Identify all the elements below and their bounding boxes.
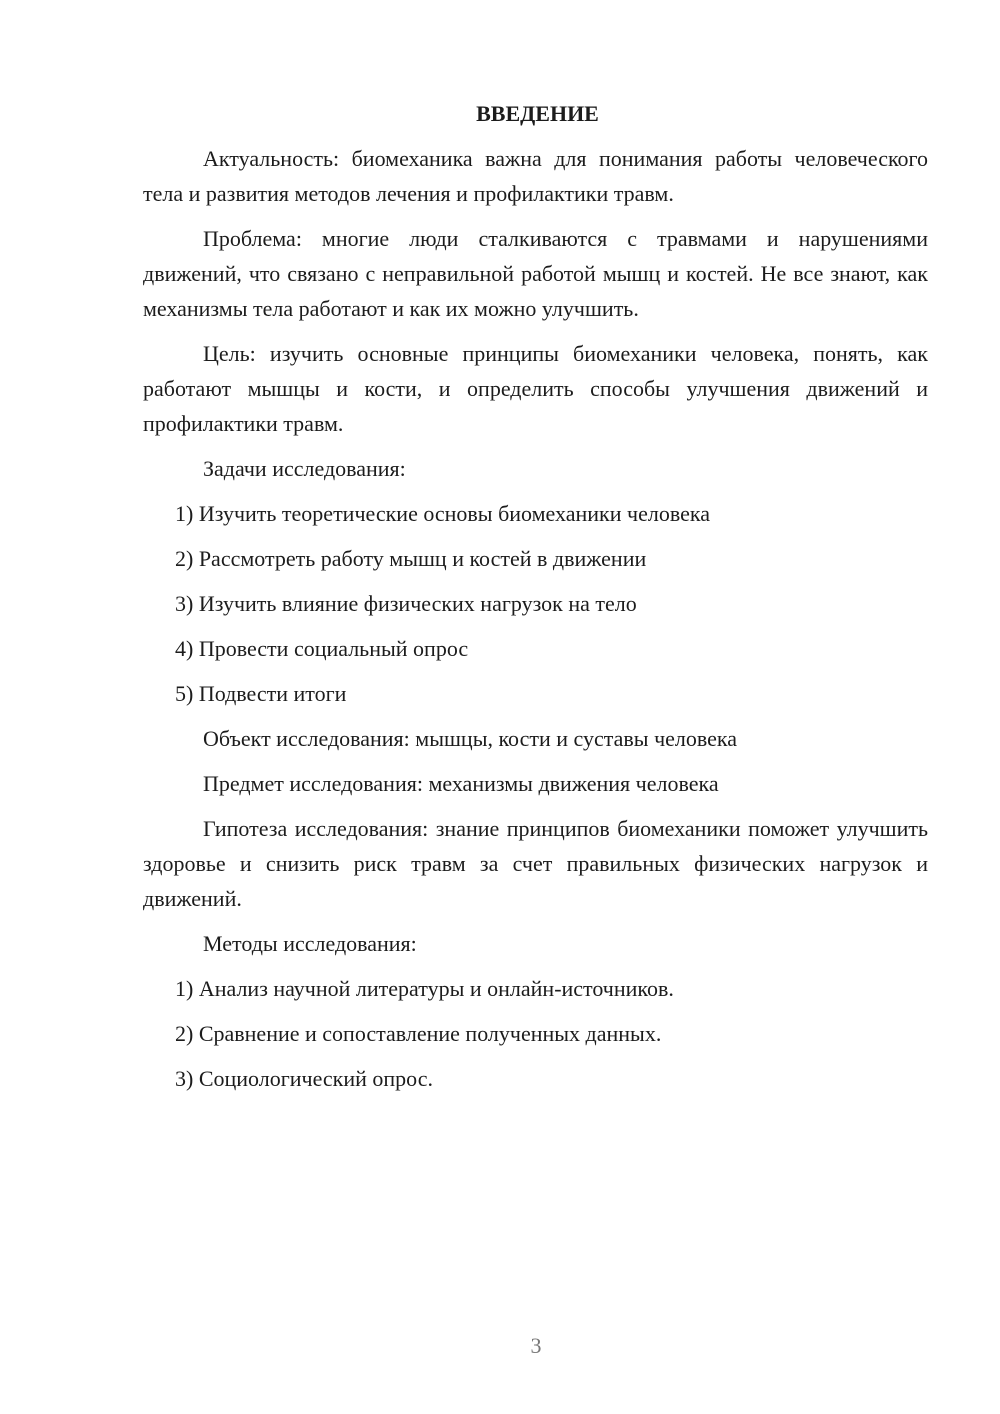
section-title: ВВЕДЕНИЕ <box>476 101 599 126</box>
methods-heading: Методы исследования: <box>203 931 417 956</box>
page-number: 3 <box>530 1333 542 1358</box>
subject-line: Предмет исследования: механизмы движения человека <box>203 771 719 796</box>
task-item: 2) Рассмотреть работу мышц и костей в движении <box>175 546 647 571</box>
task-item: 5) Подвести итоги <box>175 681 347 706</box>
task-item: 3) Изучить влияние физических нагрузок на тело <box>175 591 637 616</box>
problem-paragraph: Проблема: многие люди сталкиваются с травмами и нарушениями движений, что связано с неправильной работой мышц и костей. Не все знают, как механизмы тела работают и как их можно улучшить. <box>143 226 928 321</box>
method-item: 2) Сравнение и сопоставление полученных данных. <box>175 1021 662 1046</box>
task-item: 1) Изучить теоретические основы биомеханики человека <box>175 501 710 526</box>
hypothesis-paragraph: Гипотеза исследования: знание принципов биомеханики поможет улучшить здоровье и снизить риск травм за счет правильных физических нагрузок и движений. <box>143 816 928 911</box>
method-item: 1) Анализ научной литературы и онлайн-источников. <box>175 976 674 1001</box>
object-line: Объект исследования: мышцы, кости и суставы человека <box>203 726 738 751</box>
tasks-heading: Задачи исследования: <box>203 456 406 481</box>
page-content <box>143 96 928 1106</box>
task-item: 4) Провести социальный опрос <box>175 636 469 661</box>
method-item: 3) Социологический опрос. <box>175 1066 433 1091</box>
relevance-paragraph: Актуальность: биомеханика важна для понимания работы человеческого тела и развития методов лечения и профилактики травм. <box>143 146 928 206</box>
goal-paragraph: Цель: изучить основные принципы биомеханики человека, понять, как работают мышцы и кости, и определить способы улучшения движений и профилактики травм. <box>143 341 928 436</box>
